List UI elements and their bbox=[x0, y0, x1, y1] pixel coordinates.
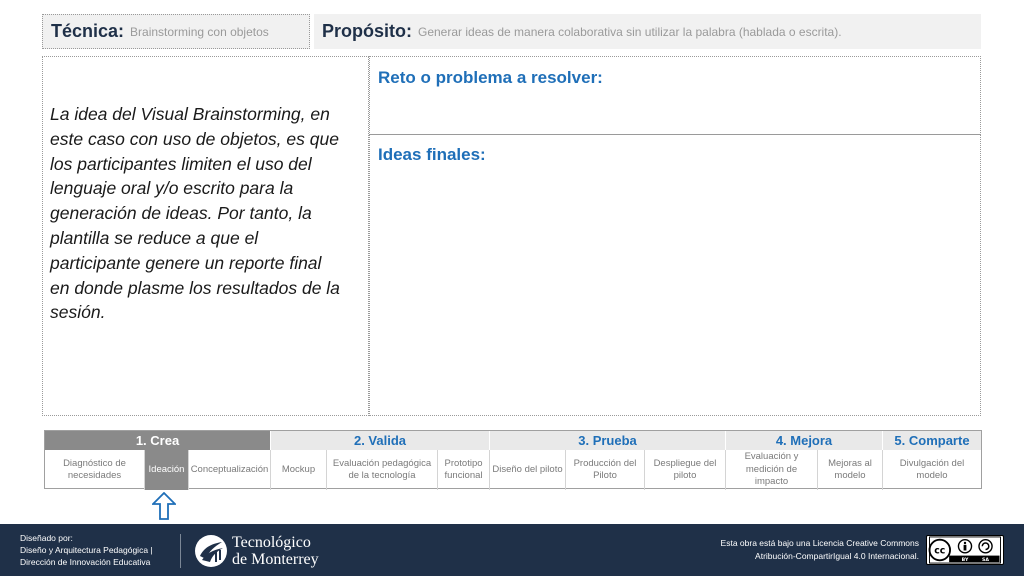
step-produccion-piloto: Producción del Piloto bbox=[566, 450, 645, 490]
step-despliegue-piloto: Despliegue del piloto bbox=[645, 450, 726, 490]
step-evaluacion-impacto: Evaluación y medición de impacto bbox=[726, 450, 818, 490]
step-row bbox=[45, 450, 981, 490]
description-line: plantilla se reduce a que el bbox=[50, 227, 259, 248]
license-line: Atribución-CompartirIgual 4.0 Internacional. bbox=[755, 551, 919, 561]
brand-line: de Monterrey bbox=[232, 551, 319, 568]
arrow-up-icon bbox=[152, 492, 176, 520]
description-line: participante genere un reporte final bbox=[50, 252, 322, 273]
reto-title: Reto o problema a resolver: bbox=[378, 68, 603, 87]
tec-logo-icon bbox=[194, 534, 228, 568]
step-prototipo: Prototipo funcional bbox=[438, 450, 490, 490]
license-line: Esta obra está bajo una Licencia Creative Commons bbox=[720, 538, 919, 548]
phase-prueba: 3. Prueba bbox=[490, 431, 726, 450]
description-line: generación de ideas. Por tanto, la bbox=[50, 203, 312, 224]
ideas-panel[interactable] bbox=[369, 134, 981, 416]
cc-by-label: BY bbox=[961, 558, 969, 564]
description-panel bbox=[42, 56, 369, 416]
phase-comparte: 5. Comparte bbox=[883, 431, 981, 450]
step-conceptualizacion: Conceptualización bbox=[189, 450, 271, 490]
tecnica-header bbox=[42, 14, 310, 49]
footer-bar bbox=[0, 524, 1024, 576]
phase-crea: 1. Crea bbox=[45, 431, 271, 450]
description-line: este caso con uso de objetos, es que bbox=[50, 128, 339, 149]
designed-line: Diseñado por: bbox=[20, 533, 73, 543]
proposito-value: Generar ideas de manera colaborativa sin utilizar la palabra (hablada o escrita). bbox=[418, 24, 842, 39]
footer-divider bbox=[180, 534, 181, 568]
brand-line: Tecnológico bbox=[232, 534, 311, 551]
step-mockup: Mockup bbox=[271, 450, 327, 490]
phase-table bbox=[44, 430, 982, 489]
step-mejoras-modelo: Mejoras al modelo bbox=[818, 450, 883, 490]
phase-row bbox=[45, 431, 981, 450]
tecnica-value: Brainstorming con objetos bbox=[130, 24, 269, 39]
proposito-label: Propósito: bbox=[322, 21, 412, 41]
description-line: los participantes limiten el uso del bbox=[50, 153, 312, 174]
step-diseno-piloto: Diseño del piloto bbox=[490, 450, 566, 490]
designed-by bbox=[20, 532, 153, 568]
cc-sa-label: SA bbox=[982, 558, 990, 564]
step-divulgacion-modelo: Divulgación del modelo bbox=[899, 457, 965, 481]
phase-valida: 2. Valida bbox=[271, 431, 490, 450]
designed-line: Dirección de Innovación Educativa bbox=[20, 557, 151, 567]
svg-text:cc: cc bbox=[934, 545, 946, 557]
step-evaluacion-pedagogica: Evaluación pedagógica de la tecnología bbox=[327, 450, 438, 490]
description-line: sesión. bbox=[50, 302, 106, 323]
license-text bbox=[721, 537, 919, 563]
ideas-title: Ideas finales: bbox=[378, 145, 486, 164]
cc-by-sa-badge-icon[interactable] bbox=[926, 535, 1004, 565]
step-ideacion: Ideación bbox=[145, 450, 189, 490]
designed-line: Diseño y Arquitectura Pedagógica | bbox=[20, 545, 153, 555]
tecnica-label: Técnica: bbox=[51, 21, 125, 41]
description-line: lenguaje oral y/o escrito para la bbox=[50, 178, 294, 199]
description-text bbox=[50, 102, 350, 325]
phase-mejora: 4. Mejora bbox=[726, 431, 883, 450]
proposito-header bbox=[314, 14, 981, 49]
tec-brand-name bbox=[232, 534, 319, 568]
description-line: en donde plasme los resultados de la bbox=[50, 277, 340, 298]
reto-panel[interactable] bbox=[369, 56, 981, 135]
description-line: La idea del Visual Brainstorming, en bbox=[50, 104, 330, 124]
step-diagnostico: Diagnóstico de necesidades bbox=[45, 450, 145, 490]
